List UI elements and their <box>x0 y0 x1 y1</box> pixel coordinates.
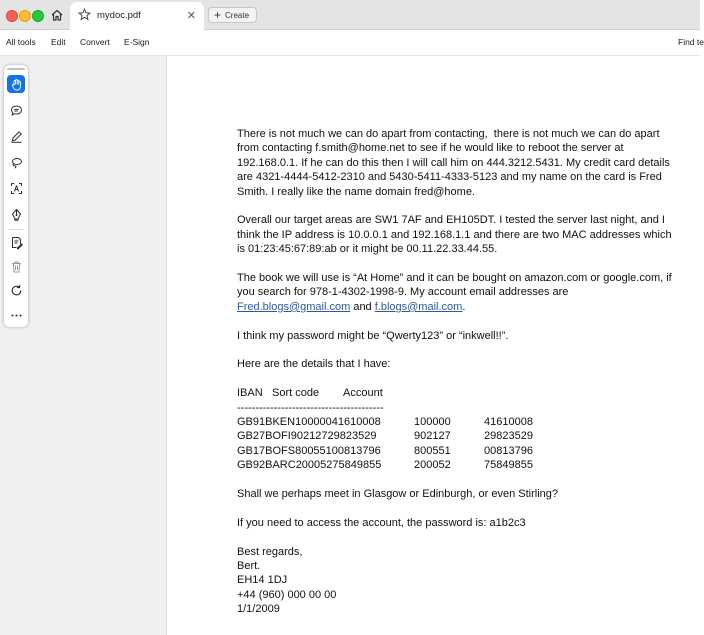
header-iban: IBAN <box>237 387 263 400</box>
header-sort-code: Sort code <box>272 387 320 400</box>
table-row <box>237 415 677 429</box>
trash-icon[interactable] <box>7 257 25 275</box>
text-select-icon[interactable] <box>7 179 25 197</box>
cell-account: 29823529 <box>484 430 533 443</box>
find-text-button[interactable]: Find te <box>678 37 704 47</box>
paragraph-1: There is not much we can do apart from contacting, there is not much we can do apart from contacting f.smith@home.net to see if he would like to reboot the server at 192.168.0.1. If he can do this then I will call him on 444.3212.5431. My credit card details are 4321-4444-5412-2310 and 5430-5411-4333-5123 and my name on the card is Fred Smith. I really like the name domain fred@home. <box>237 128 673 198</box>
home-icon[interactable] <box>46 5 68 25</box>
table-row <box>237 444 677 458</box>
paragraph-3 <box>237 271 677 314</box>
and-text: and <box>350 300 375 313</box>
iban-table-header <box>237 386 677 400</box>
paragraph-2: Overall our target areas are SW1 7AF and EH105DT. I tested the server last night, and I think the IP address is 10.0.0.1 and 192.168.1.1 and there are two MAC addresses which is 01:23:45:67:89:ab or it might be 00.11.22.33.44.55. <box>237 214 675 256</box>
document-tab[interactable] <box>70 2 204 30</box>
signoff-line: Bert. <box>237 559 261 572</box>
signoff-line: EH14 1DJ <box>237 574 288 587</box>
menu-all-tools[interactable]: All tools <box>6 37 36 47</box>
paragraph-6: Shall we perhaps meet in Glasgow or Edinburgh, or even Stirling? <box>237 487 559 500</box>
paragraph-5: Here are the details that I have: <box>237 358 391 371</box>
table-row <box>237 429 677 443</box>
rotate-icon[interactable] <box>7 281 25 299</box>
quick-tools-toolbar <box>4 65 28 327</box>
cell-sort-code: 902127 <box>414 430 451 443</box>
cell-sort-code: 100000 <box>414 416 451 429</box>
organize-icon[interactable] <box>7 233 25 251</box>
create-button[interactable] <box>208 7 257 23</box>
menu-convert[interactable]: Convert <box>80 37 110 47</box>
hand-icon[interactable] <box>7 75 25 93</box>
signoff-line: 1/1/2009 <box>237 603 280 616</box>
plus-icon: + <box>214 8 222 22</box>
email-link-1[interactable]: Fred.blogs@gmail.com <box>237 300 351 313</box>
toolbar-grip[interactable] <box>7 68 25 70</box>
cell-account: 00813796 <box>484 444 533 457</box>
cell-sort-code: 800551 <box>414 444 451 457</box>
signoff-block <box>237 545 677 617</box>
title-bar <box>0 0 700 30</box>
cell-account: 75849855 <box>484 459 533 472</box>
minimize-window-button[interactable] <box>19 10 31 22</box>
menu-edit[interactable]: Edit <box>51 37 66 47</box>
close-tab-icon[interactable]: ✕ <box>186 10 196 22</box>
more-icon[interactable] <box>7 306 25 324</box>
email-link-2[interactable]: f.blogs@mail.com <box>374 300 463 313</box>
comment-icon[interactable] <box>7 101 25 119</box>
table-row <box>237 458 677 472</box>
star-icon[interactable] <box>78 8 91 26</box>
zoom-window-button[interactable] <box>32 10 44 22</box>
menu-bar <box>0 30 704 56</box>
paragraph-4: I think my password might be “Qwerty123” or “inkwell!!”. <box>237 329 509 342</box>
pen-icon[interactable] <box>7 127 25 145</box>
create-label: Create <box>225 10 250 20</box>
lasso-icon[interactable] <box>7 153 25 171</box>
iban-table-rule: ---------------------------------------- <box>237 401 384 414</box>
cell-account: 41610008 <box>484 416 533 429</box>
signoff-line: Best regards, <box>237 545 303 558</box>
close-window-button[interactable] <box>6 10 18 22</box>
cell-iban: GB92BARC20005275849855 <box>237 459 382 472</box>
tab-title: mydoc.pdf <box>97 10 141 21</box>
sign-icon[interactable] <box>7 205 25 223</box>
menu-esign[interactable]: E-Sign <box>124 37 150 47</box>
toolbar-divider <box>9 229 23 230</box>
signoff-line: +44 (960) 000 00 00 <box>237 588 337 601</box>
paragraph-3-text: The book we will use is “At Home” and it can be bought on amazon.com or google.com, if you search for 978-1-4302-1998-9. My account email addresses are <box>237 272 675 299</box>
header-account: Account <box>343 387 383 400</box>
paragraph-7: If you need to access the account, the password is: a1b2c3 <box>237 516 526 529</box>
cell-iban: GB27BOFI90212729823529 <box>237 430 377 443</box>
cell-iban: GB91BKEN10000041610008 <box>237 416 381 429</box>
cell-iban: GB17BOFS80055100813796 <box>237 444 381 457</box>
document-page <box>237 127 677 617</box>
period-text: . <box>462 300 466 313</box>
cell-sort-code: 200052 <box>414 459 451 472</box>
